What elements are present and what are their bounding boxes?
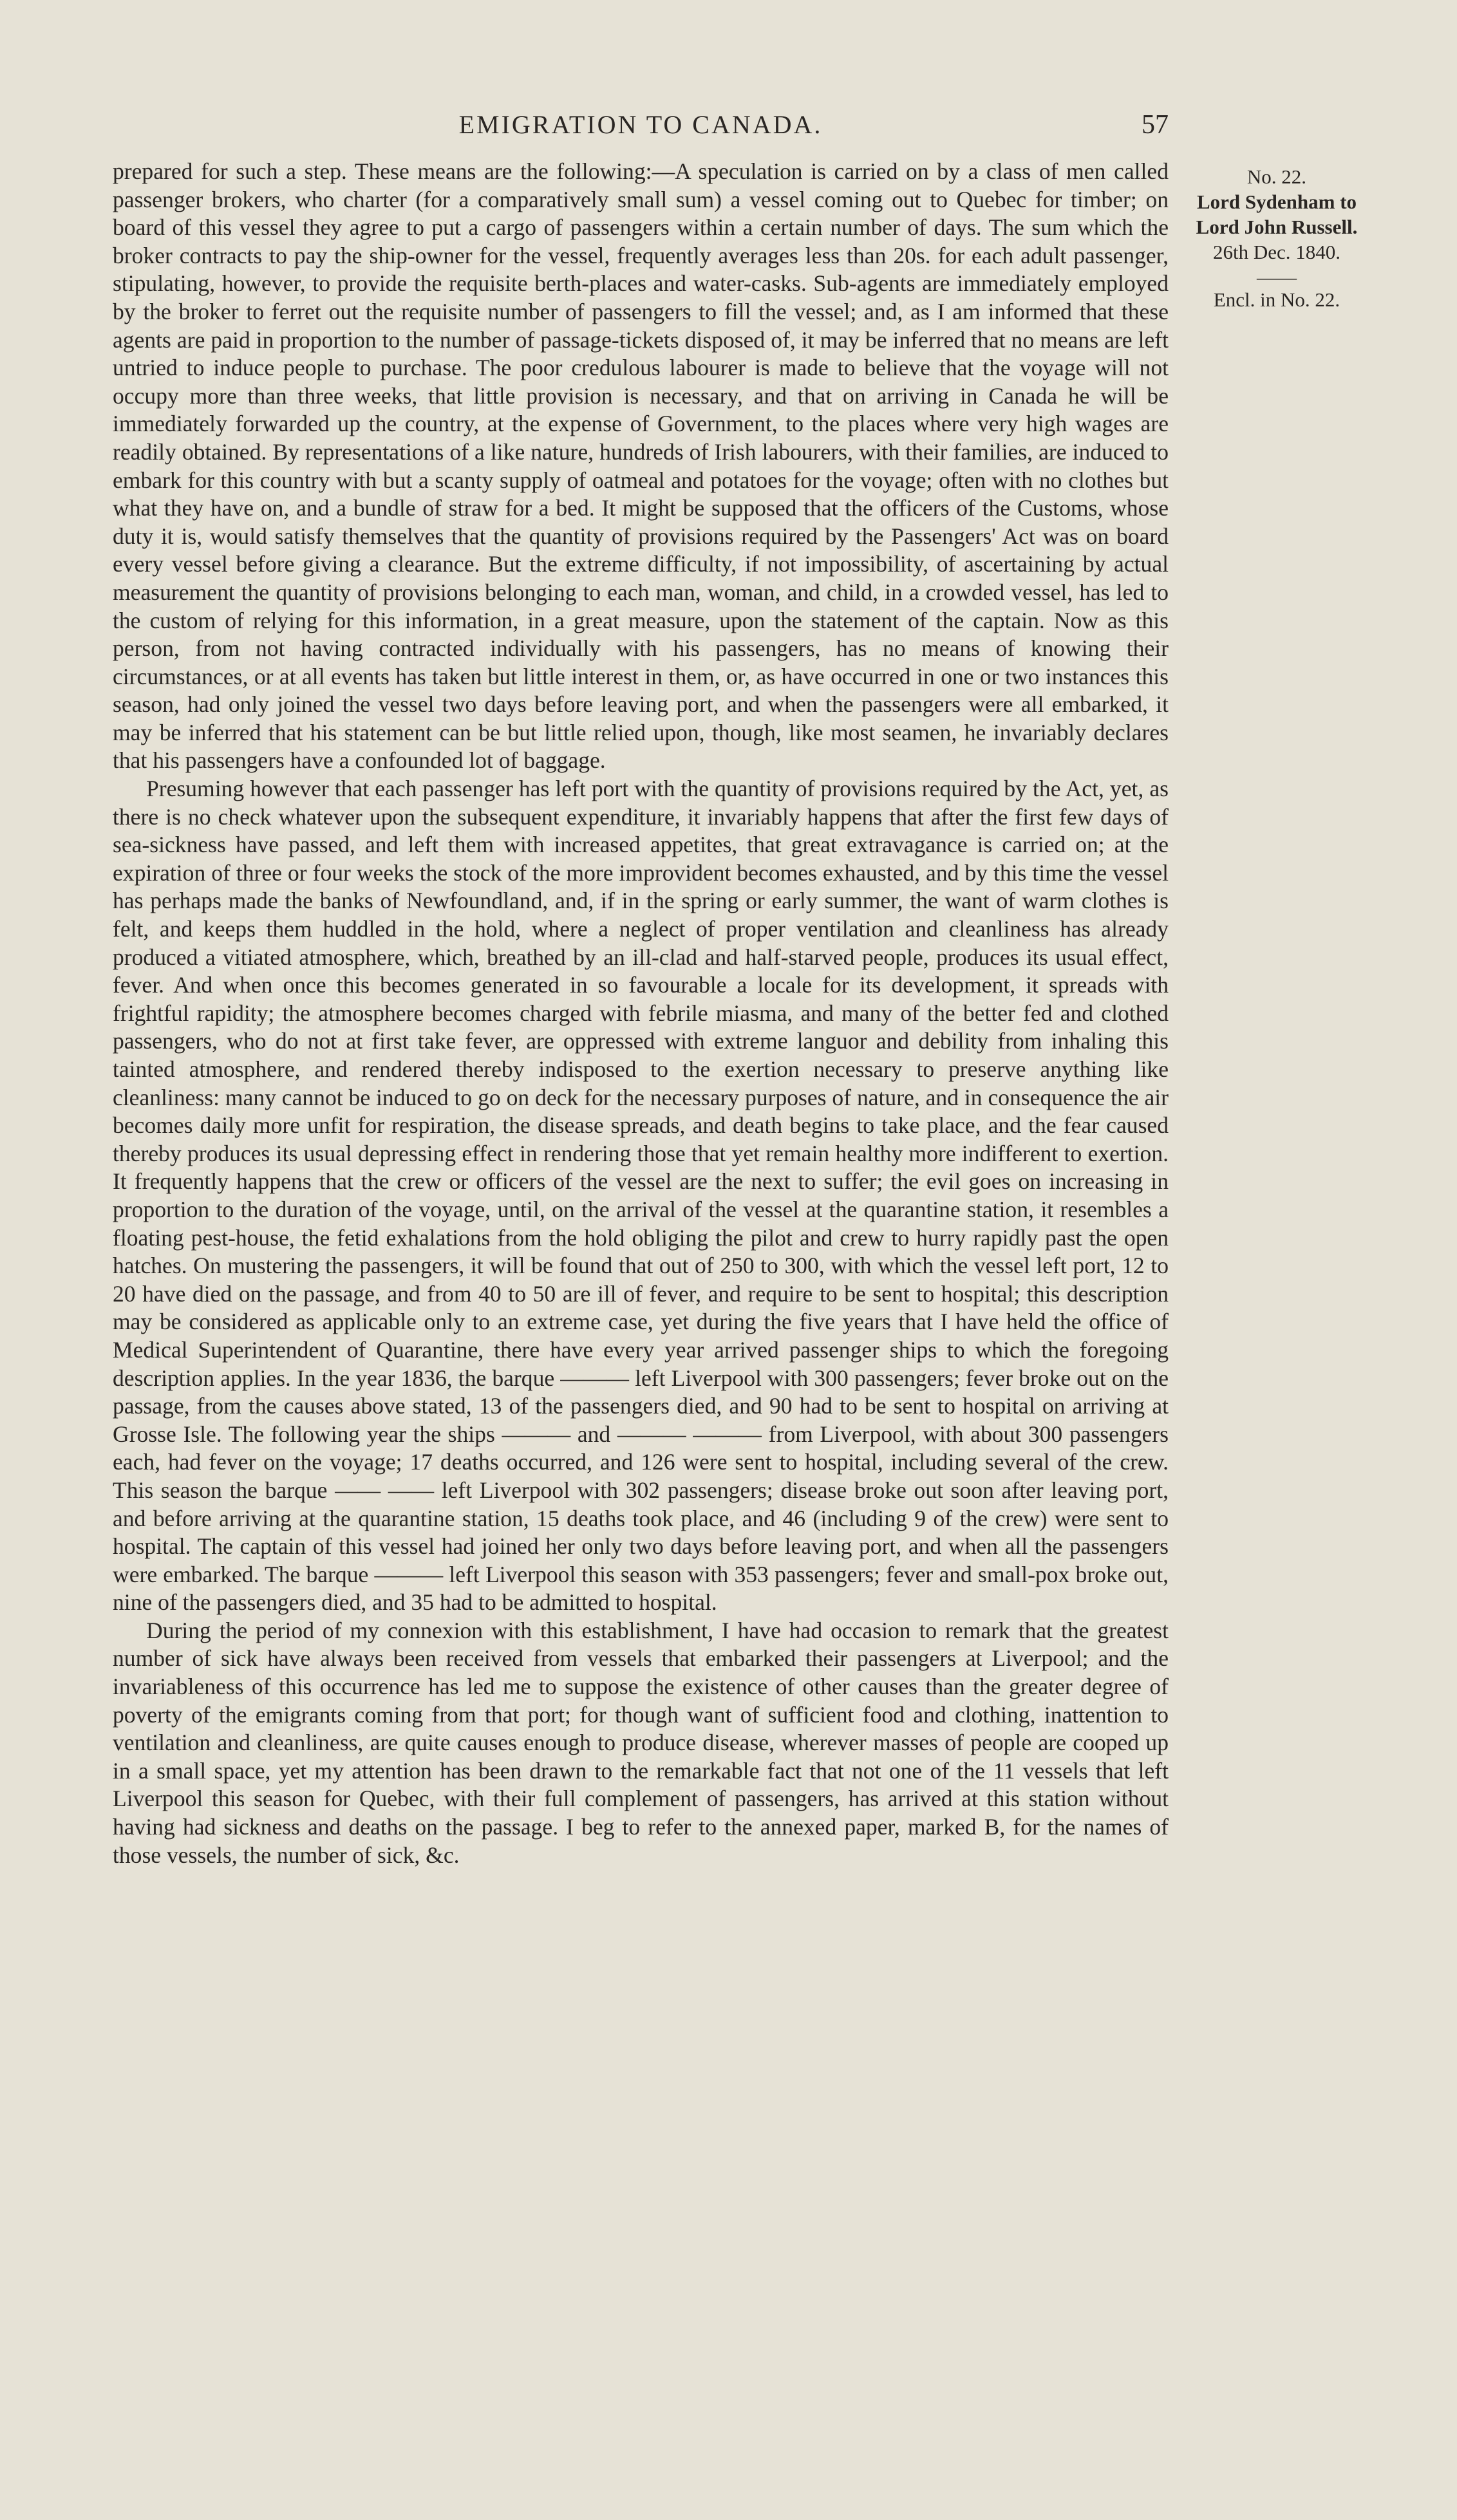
marginal-date: 26th Dec. 1840. (1212, 241, 1341, 263)
paragraph: During the period of my connexion with this establishment, I have had occasion to remark that the greatest number of sick have always been received from vessels that embarked their passengers at Liverpool; and the invariableness of this occurrence has led me to suppose the existence of other causes than the greater degree of poverty of the emigrants coming from that port; for though want of sufficient food and clothing, inattention to ventilation and cleanliness, are quite causes enough to produce disease, wherever masses of people are cooped up in a small space, yet my attention has been drawn to the remarkable fact that not one of the 11 vessels that left Liverpool this season for Quebec, with their full complement of passengers, has arrived at this station without having had sickness and deaths on the passage. I beg to refer to the annexed paper, marked B, for the names of those vessels, the number of sick, &c. (113, 1617, 1169, 1868)
paragraph: Presuming however that each passenger has left port with the quantity of provisions required by the Act, yet, as there is no check whatever upon the subsequent expenditure, it invariably happens that after the first few days of sea-sickness have passed, and left them with increased appetites, that great extravagance is carried on; at the expiration of three or four weeks the stock of the more improvident becomes exhausted, and by this time the vessel has perhaps made the banks of Newfoundland, and, if in the spring or early summer, the want of warm clothes is felt, and keeps them huddled in the hold, where a neglect of proper ventilation and cleanliness has already produced a vitiated atmosphere, which, breathed by an ill-clad and half-starved people, produces its usual effect, fever. And when once this becomes generated in so favourable a locale for its development, it spreads with frightful rapidity; the atmosphere becomes charged with febrile miasma, and many of the better fed and clothed passengers, who do not at first take fever, are oppressed with extreme languor and debility from inhaling this tainted atmosphere, and rendered thereby indisposed to the exertion necessary to preserve anything like cleanliness: many cannot be induced to go on deck for the necessary purposes of nature, and in consequence the air becomes daily more unfit for respiration, the disease spreads, and death begins to take place, and the fear caused thereby produces its usual depressing effect in rendering those that yet remain healthy more indifferent to exertion. It frequently happens that the crew or officers of the vessel are the next to suffer; the evil goes on increasing in proportion to the duration of the voyage, until, on the arrival of the vessel at the quarantine station, it resembles a floating pest-house, the fetid exhalations from the hold obliging the pilot and crew to hurry rapidly past the open hatches. On mustering the passengers, it will be found that out of 250 to 300, with which the vessel left port, 12 to 20 have died on the passage, and from 40 to 50 are ill of fever, and require to be sent to hospital; this description may be considered as applicable only to an extreme case, yet during the five years that I have held the office of Medical Superintendent of Quarantine, there have every year arrived passenger ships to which the foregoing description applies. In the year 1836, the barque ——— left Liverpool with 300 passengers; fever broke out on the passage, from the causes above stated, 13 of the passengers died, and 90 had to be sent to hospital on arriving at Grosse Isle. The following year the ships ——— and ——— ——— from Liverpool, with about 300 passengers each, had fever on the voyage; 17 deaths occurred, and 126 were sent to hospital, including several of the crew. This season the barque —— —— left Liverpool with 302 passengers; disease broke out soon after leaving port, and before arriving at the quarantine station, 15 deaths took place, and 46 (including 9 of the crew) were sent to hospital. The captain of this vessel had joined her only two days before leaving port, and when all the passengers were embarked. The barque ——— left Liverpool this season with 353 passengers; fever and small-pox broke out, nine of the passengers died, and 35 had to be admitted to hospital. (113, 776, 1169, 1616)
marginal-enclosure: Encl. in No. 22. (1213, 288, 1340, 311)
marginal-note (1177, 164, 1377, 312)
body-text (113, 158, 1169, 1869)
marginal-from: Lord Sydenham to (1196, 191, 1357, 213)
page-number: 57 (1142, 110, 1169, 140)
page-header (113, 109, 1169, 148)
running-title: EMIGRATION TO CANADA. (458, 110, 823, 139)
marginal-doc-number: No. 22. (1246, 165, 1307, 188)
marginal-to: Lord John Russell. (1196, 216, 1358, 238)
marginal-separator: —— (1257, 266, 1297, 288)
paragraph: prepared for such a step. These means are the following:—A speculation is carried on by a class of men called passenger brokers, who charter (for a comparatively small sum) a vessel coming out to Quebec for timber; on board of this vessel they agree to put a cargo of passengers within a certain number of days. The sum which the broker contracts to pay the ship-owner for the vessel, frequently averages less than 20s. for each adult passenger, stipulating, however, to provide the requisite berth-places and water-casks. Sub-agents are immediately employed by the broker to ferret out the requisite number of passengers to fill the vessel; and, as I am informed that these agents are paid in proportion to the number of passage-tickets disposed of, it may be inferred that no means are left untried to induce people to purchase. The poor credulous labourer is made to believe that the voyage will not occupy more than three weeks, that little provision is necessary, and that on arriving in Canada he will be immediately forwarded up the country, at the expense of Government, to the places where very high wages are readily obtained. By representations of a like nature, hundreds of Irish labourers, with their families, are induced to embark for this country with but a scanty supply of oatmeal and potatoes for the voyage; often with no clothes but what they have on, and a bundle of straw for a bed. It might be supposed that the officers of the Customs, whose duty it is, would satisfy themselves that the quantity of provisions required by the Passengers' Act was on board every vessel before giving a clearance. But the extreme difficulty, if not impossibility, of ascertaining by actual measurement the quantity of provisions belonging to each man, woman, and child, in a crowded vessel, has led to the custom of relying for this information, in a great measure, upon the statement of the captain. Now as this person, from not having contracted individually with his passengers, has no means of knowing their circumstances, or at all events has taken but little interest in them, or, as have occurred in one or two instances this season, had only joined the vessel two days before leaving port, and when the passengers were all embarked, it may be inferred that his statement can be but little relied upon, though, like most seamen, he invariably declares that his passengers have a confounded lot of baggage. (113, 158, 1169, 774)
